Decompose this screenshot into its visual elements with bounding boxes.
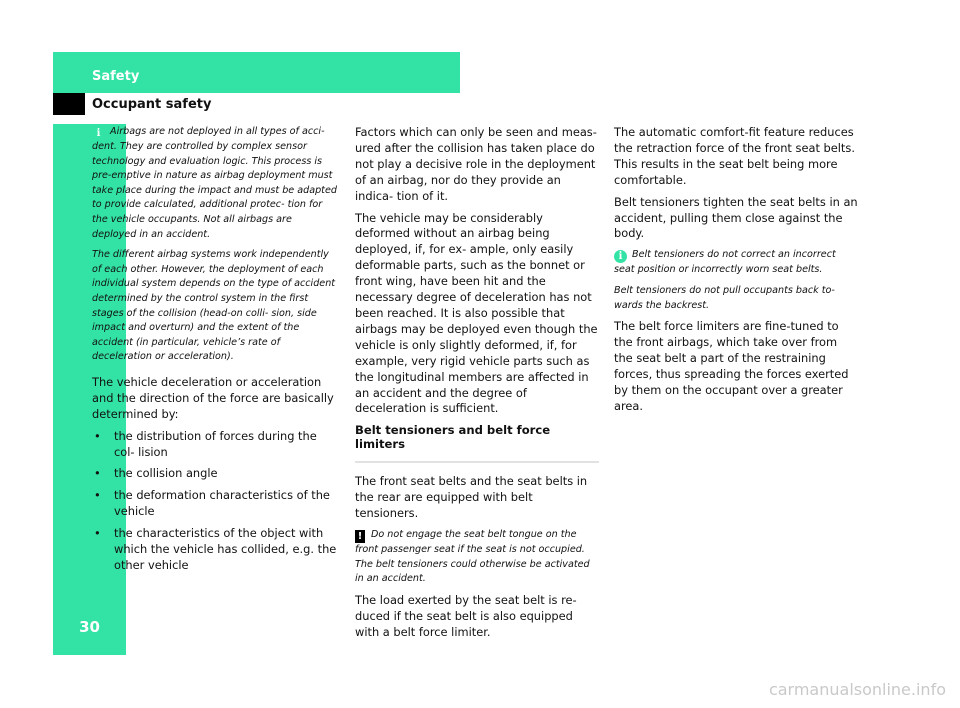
warning-icon: ! <box>355 530 365 543</box>
deceleration-paragraph: The vehicle deceleration or acceleration and the direction of the force are basically determined by: <box>92 374 334 421</box>
factors-paragraph: Factors which can only be seen and meas- ured after the collision has taken place do not play a decisive role in the deployment of an airbag, nor do they provide an indica- tion of it. <box>355 125 597 203</box>
airbag-systems-note: The different airbag systems work independently of each other. However, the deployment of each individual system depends on the type of accident determined by the control system in the first stages of the collision (head-on colli- sion, side impact and overturn) and the extent of the accident (in particular, vehicle’s rate of deceleration or acceleration). <box>92 249 336 363</box>
bullet-icon: • <box>94 428 101 443</box>
list-item: • the distribution of forces during the col- lision <box>94 428 317 459</box>
belt-tensioners-heading: Belt tensioners and belt force limiters <box>355 423 599 463</box>
force-limiters-paragraph: The belt force limiters are fine-tuned to the front airbags, which take over from the seat belt a part of the restraining forces, thus spreading the forces exerted by them on the occupant over a greater area. <box>614 319 849 413</box>
bullet-icon: • <box>94 466 101 481</box>
airbag-note-text: Airbags are not deployed in all types of acci- dent. They are controlled by complex sensor technology and evaluation logic. This process is pre-emptive in nature as airbag deployment must take place during the impact and must be adapted to provide calculated, additional protec- tion for the vehicle occupants. Not all airbags are deployed in an accident. <box>92 126 337 240</box>
tensioners-paragraph: The front seat belts and the seat belts in the rear are equipped with belt tensioners. <box>355 474 588 521</box>
section-marker <box>53 93 85 115</box>
tighten-paragraph: Belt tensioners tighten the seat belts in an accident, pulling them close against the body. <box>614 194 858 241</box>
seat-belt-warning <box>355 528 599 587</box>
airbag-note <box>92 125 338 242</box>
tensioner-note <box>614 248 858 278</box>
backrest-note: Belt tensioners do not pull occupants back to- wards the backrest. <box>614 284 835 311</box>
column-3 <box>614 125 858 421</box>
list-item: • the deformation characteristics of the vehicle <box>94 488 330 519</box>
factor-list <box>92 429 338 574</box>
seat-belt-warning-text: Do not engage the seat belt tongue on the front passenger seat if the seat is not occupied. The belt tensioners could otherwise be activated in an accident. <box>355 529 590 585</box>
watermark: carmanualsonline.info <box>768 680 946 699</box>
list-item: • the collision angle <box>94 466 218 481</box>
info-icon: i <box>614 250 627 263</box>
bullet-icon: • <box>94 488 101 503</box>
chapter-title: Safety <box>92 69 140 84</box>
page-number: 30 <box>79 618 100 636</box>
column-1 <box>92 125 338 580</box>
comfort-fit-paragraph: The automatic comfort-fit feature reduces the retraction force of the front seat belts. This results in the seat belt being more comfortable. <box>614 125 855 187</box>
list-item: • the characteristics of the object with which the vehicle has collided, e.g. the other vehicle <box>94 526 337 572</box>
tensioner-note-text: Belt tensioners do not correct an incorrect seat position or incorrectly worn seat belts. <box>614 249 836 276</box>
bullet-icon: • <box>94 526 101 541</box>
column-2 <box>355 125 599 647</box>
section-title: Occupant safety <box>92 97 212 112</box>
info-icon: i <box>92 127 105 140</box>
deformation-paragraph: The vehicle may be considerably deformed without an airbag being deployed, if, for ex- ample, only easily deformable parts, such as the bonnet or front wing, have been hit and the necessary degree of deceleration has not been reached. It is also possible that airbags may be deployed even though the vehicle is only slightly deformed, if, for example, very rigid vehicle parts such as the longitudinal members are affected in an accident and the degree of deceleration is sufficient. <box>355 210 598 416</box>
force-limiter-paragraph: The load exerted by the seat belt is re- duced if the seat belt is also equipped with a belt force limiter. <box>355 592 577 639</box>
